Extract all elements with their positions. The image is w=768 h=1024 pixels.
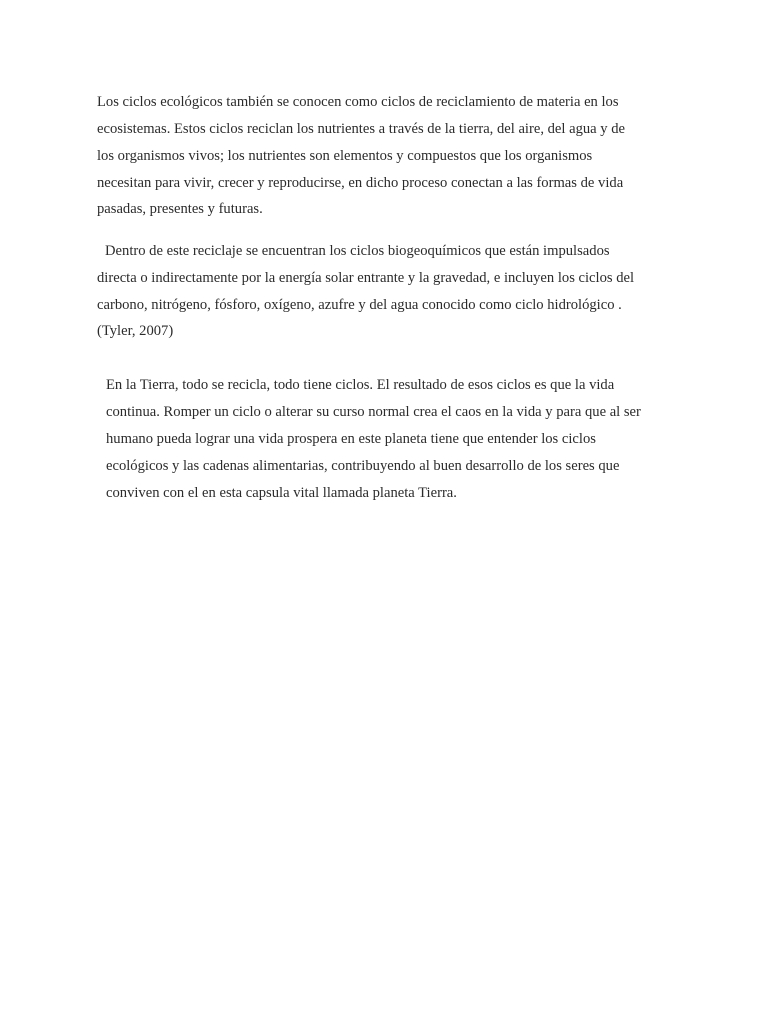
- paragraph-3-line-1: En la Tierra, todo se recicla, todo tiene ciclos. El resultado de esos ciclos es que la vida: [106, 377, 615, 393]
- paragraph-3-line-2: continua. Romper un ciclo o alterar su curso normal crea el caos en la vida y para que al ser: [106, 404, 641, 420]
- paragraph-3-line-5: conviven con el en esta capsula vital llamada planeta Tierra.: [106, 485, 457, 501]
- paragraph-2-line-2: directa o indirectamente por la energía solar entrante y la gravedad, e incluyen los ciclos del: [97, 270, 635, 286]
- paragraph-1-line-1: Los ciclos ecológicos también se conocen como ciclos de reciclamiento de materia en los: [97, 94, 619, 110]
- paragraph-2-line-3: carbono, nitrógeno, fósforo, oxígeno, azufre y del agua conocido como ciclo hidrológico .: [97, 297, 622, 313]
- paragraph-1-line-5: pasadas, presentes y futuras.: [97, 201, 263, 217]
- paragraph-1-line-3: los organismos vivos; los nutrientes son elementos y compuestos que los organismos: [97, 148, 593, 164]
- paragraph-3-line-4: ecológicos y las cadenas alimentarias, contribuyendo al buen desarrollo de los seres que: [106, 458, 620, 474]
- paragraph-3-line-3: humano pueda lograr una vida prospera en este planeta tiene que entender los ciclos: [106, 431, 596, 447]
- citation: (Tyler, 2007): [97, 323, 174, 339]
- paragraph-2-line-1: Dentro de este reciclaje se encuentran los ciclos biogeoquímicos que están impulsados: [105, 243, 610, 259]
- paragraph-1-line-2: ecosistemas. Estos ciclos reciclan los nutrientes a través de la tierra, del aire, del agua y de: [97, 121, 626, 137]
- paragraph-1-line-4: necesitan para vivir, crecer y reproducirse, en dicho proceso conectan a las formas de vida: [97, 175, 624, 191]
